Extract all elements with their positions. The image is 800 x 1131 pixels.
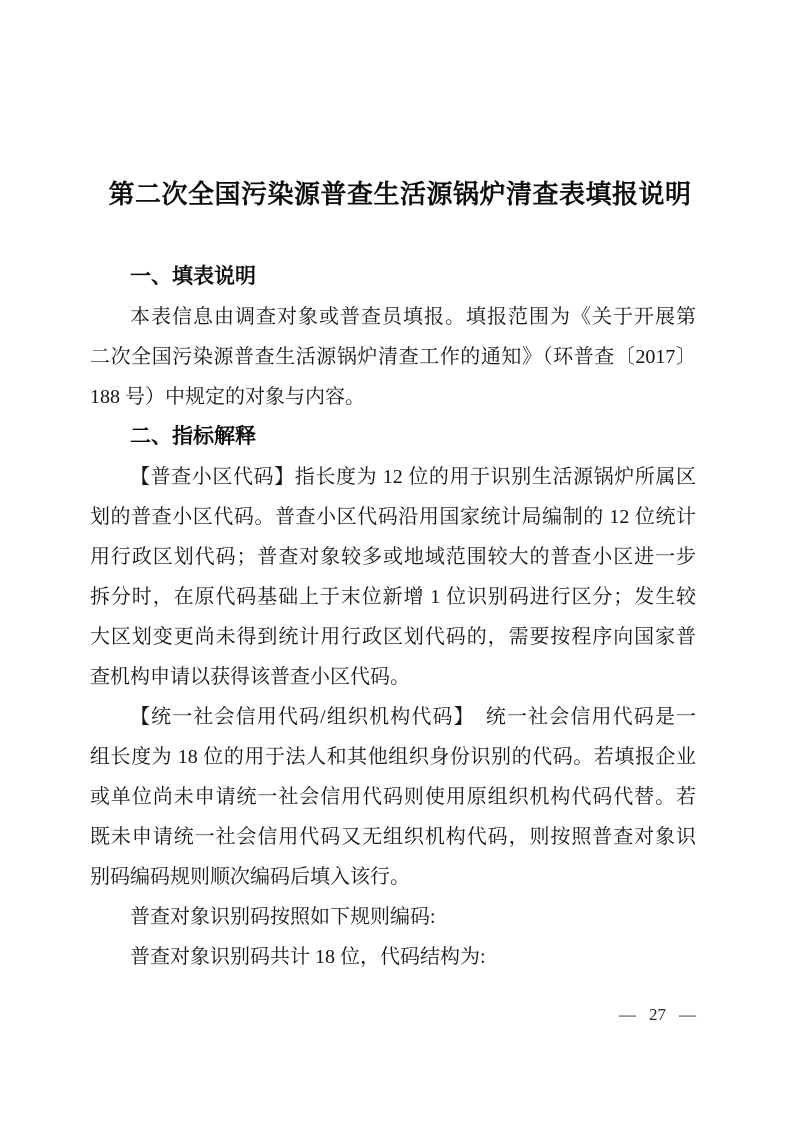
text-line: 【普查小区代码】指长度为 12 位的用于识别生活源锅炉所属区 (130, 466, 696, 488)
text-line: 用行政区划代码；普查对象较多或地域范围较大的普查小区进一步 (90, 546, 696, 568)
page-footer (619, 1003, 696, 1027)
text-line: 大区划变更尚未得到统计用行政区划代码的，需要按程序向国家普 (90, 626, 696, 648)
text-line: 拆分时，在原代码基础上于末位新增 1 位识别码进行区分；发生较 (90, 586, 696, 608)
text-line: 普查对象识别码共计 18 位，代码结构为: (130, 946, 486, 968)
text-line: 或单位尚未申请统一社会信用代码则使用原组织机构代码代替。若 (90, 786, 696, 808)
section-heading: 二、指标解释 (130, 425, 256, 448)
text-line: 【统一社会信用代码/组织机构代码】 统一社会信用代码是一 (130, 706, 696, 728)
document-body (90, 257, 696, 977)
section-heading: 一、填表说明 (130, 265, 256, 288)
text-line: 组长度为 18 位的用于法人和其他组织身份识别的代码。若填报企业 (90, 746, 696, 768)
footer-dash-left: — (619, 1005, 636, 1024)
text-line: 划的普查小区代码。普查小区代码沿用国家统计局编制的 12 位统计 (90, 506, 696, 528)
text-line: 普查对象识别码按照如下规则编码: (130, 906, 436, 928)
text-line: 查机构申请以获得该普查小区代码。 (90, 666, 410, 688)
document-title: 第二次全国污染源普查生活源锅炉清查表填报说明 (108, 179, 692, 209)
text-line: 本表信息由调查对象或普查员填报。填报范围为《关于开展第 (130, 306, 696, 328)
text-line: 二次全国污染源普查生活源锅炉清查工作的通知》（环普查〔2017〕 (90, 346, 696, 368)
text-line: 既未申请统一社会信用代码又无组织机构代码，则按照普查对象识 (90, 826, 696, 848)
text-line: 188 号）中规定的对象与内容。 (90, 386, 365, 408)
page-number: 27 (649, 1005, 666, 1024)
footer-dash-right: — (679, 1005, 696, 1024)
text-line: 别码编码规则顺次编码后填入该行。 (90, 866, 410, 888)
